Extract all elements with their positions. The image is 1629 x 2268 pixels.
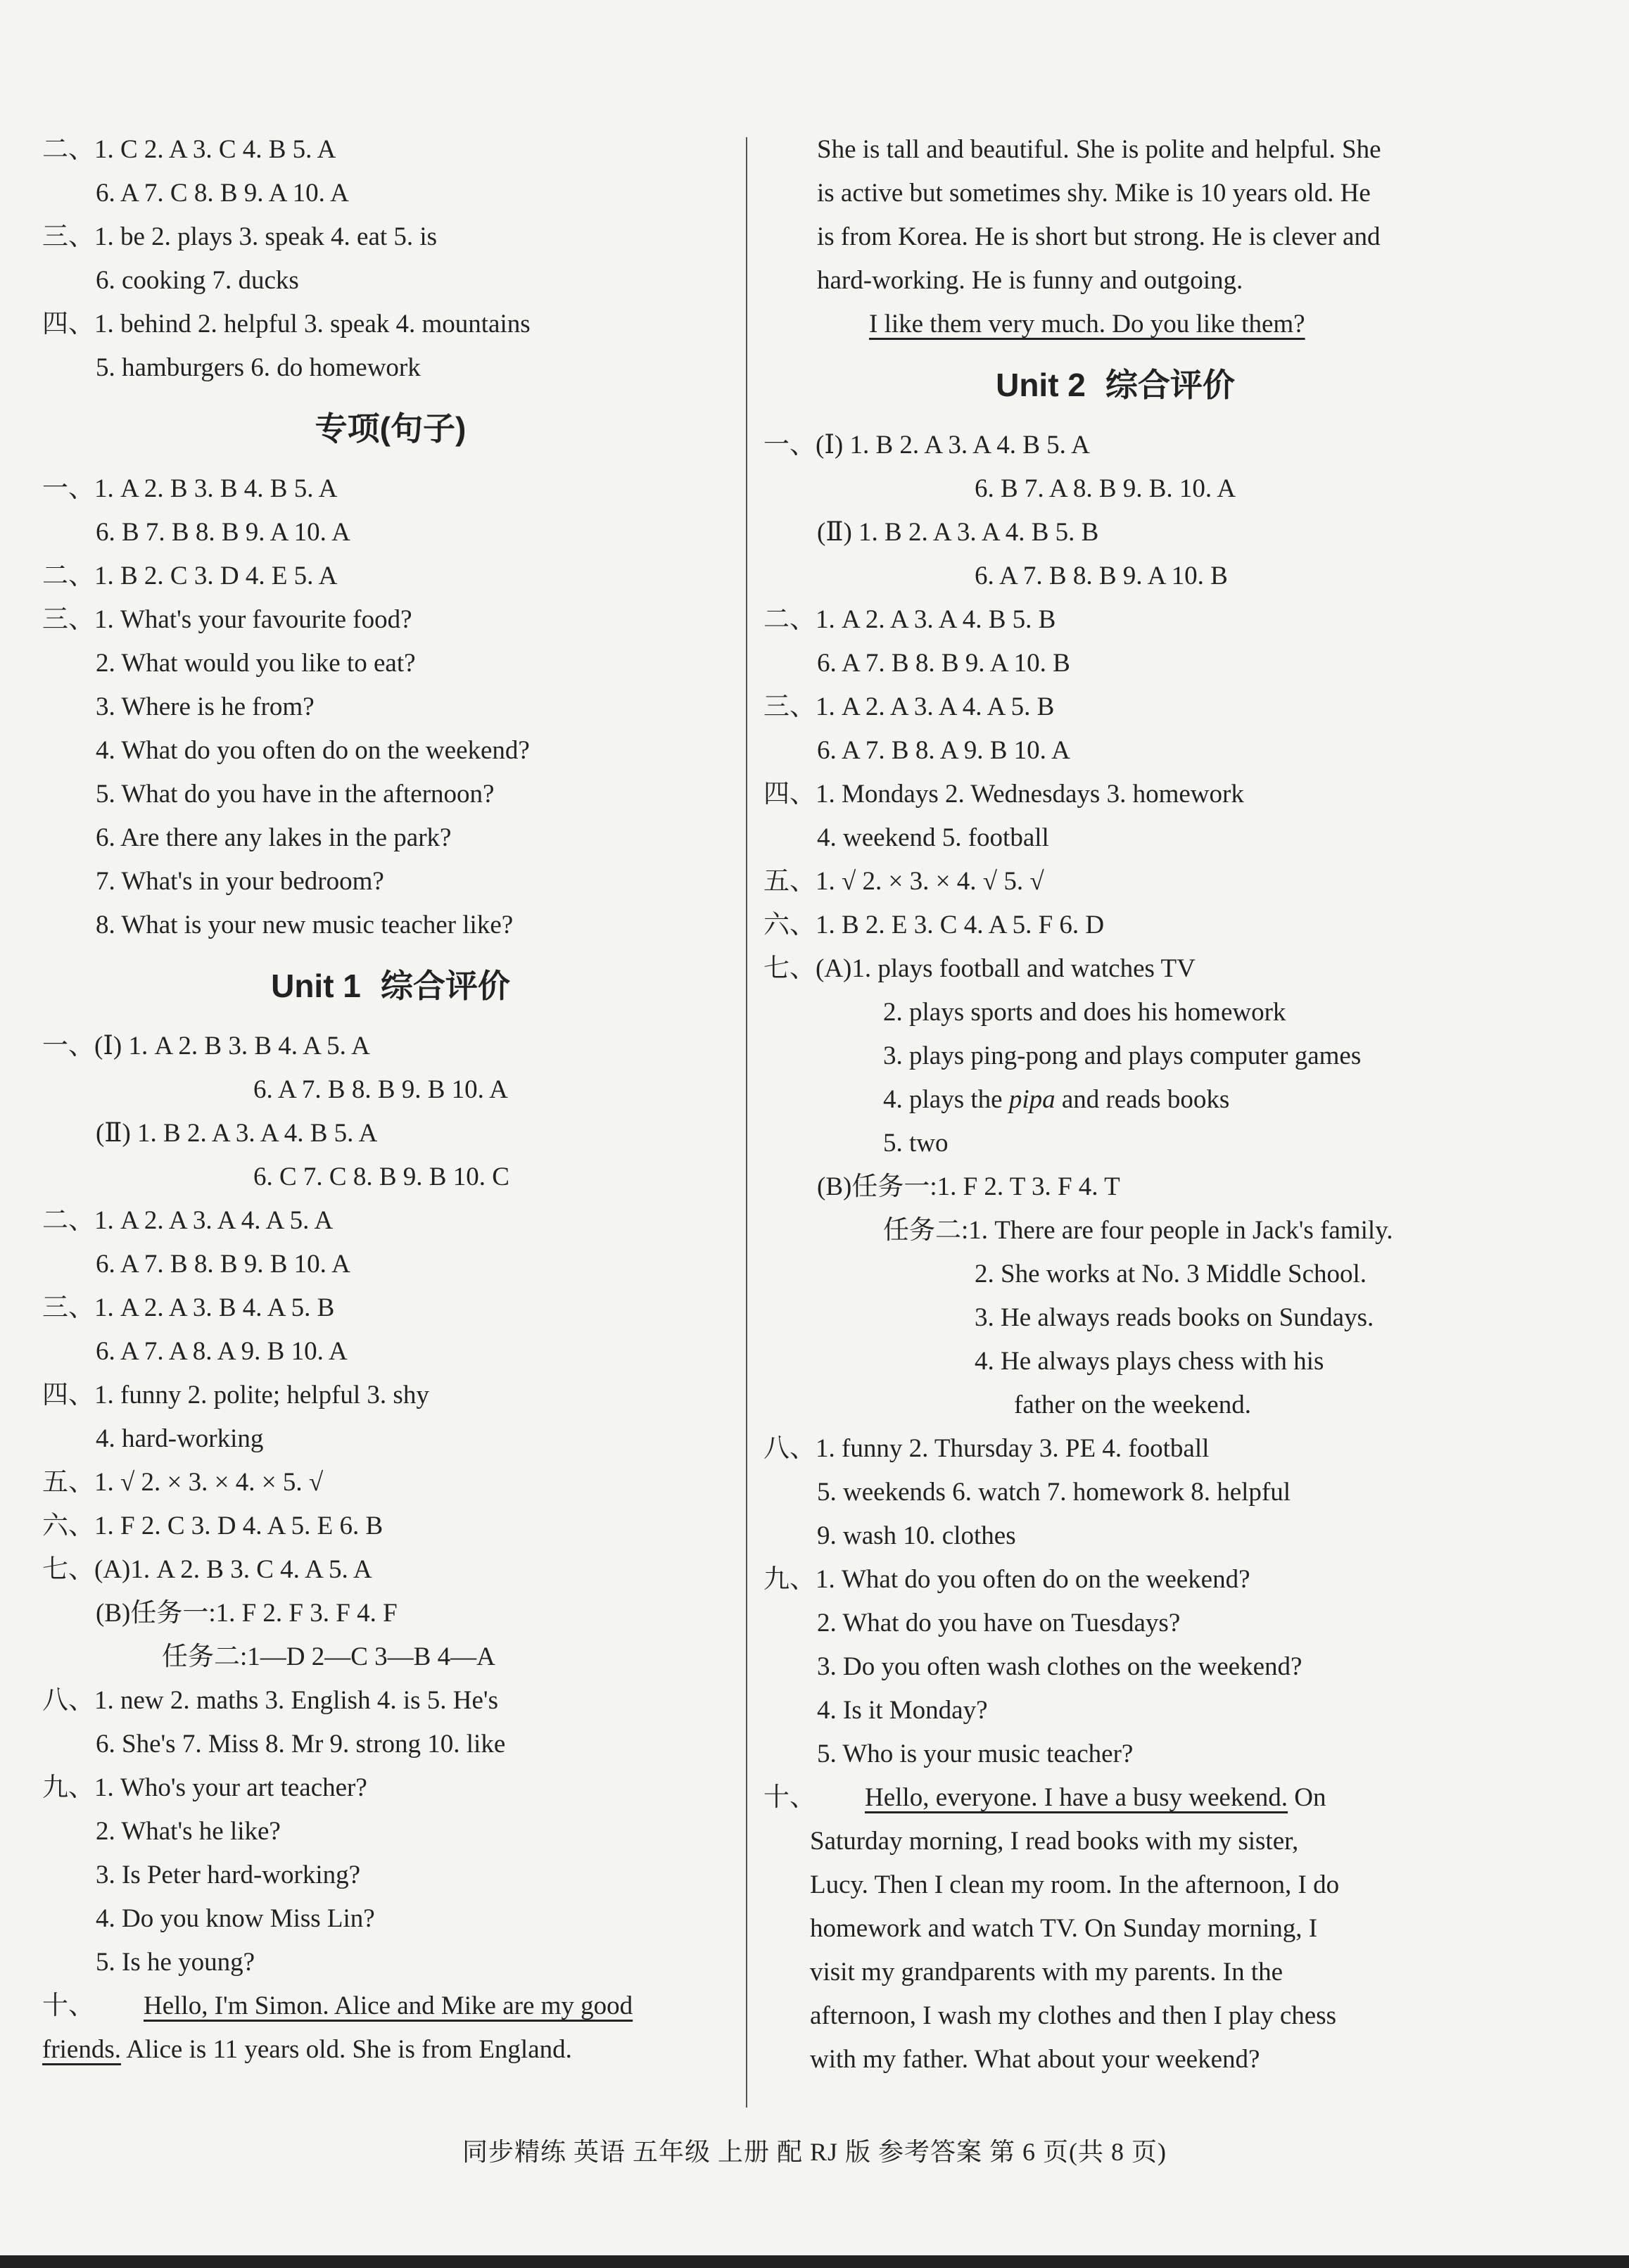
section-heading xyxy=(42,947,739,1025)
answer-line: 四、1. funny 2. polite; helpful 3. shy xyxy=(42,1381,429,1409)
underlined-sentence: Hello, I'm Simon. Alice and Mike are my good xyxy=(144,1991,633,2020)
left-column xyxy=(42,128,739,2072)
section-heading xyxy=(763,346,1467,424)
page-footer: 同步精练 英语 五年级 上册 配 RJ 版 参考答案 第 6 页(共 8 页) xyxy=(462,2138,1167,2166)
answer-line: 七、(A)1. plays football and watches TV xyxy=(763,954,1196,983)
answer-line: 3. Where is he from? xyxy=(96,692,315,721)
column-divider xyxy=(746,137,747,2108)
special-title: 专项(句子) xyxy=(315,410,467,447)
answer-line: 5. two xyxy=(883,1129,949,1158)
answer-line: 二、1. A 2. A 3. A 4. A 5. A xyxy=(42,1206,334,1235)
writing-text: On xyxy=(1288,1783,1326,1812)
answer-line: father on the weekend. xyxy=(1014,1390,1251,1419)
answer-line: 三、1. be 2. plays 3. speak 4. eat 5. is xyxy=(42,222,438,251)
writing-line xyxy=(42,2028,739,2072)
answer-line: 四、1. behind 2. helpful 3. speak 4. mountains xyxy=(42,310,531,338)
section-label: 十、 xyxy=(763,1783,816,1812)
writing-line: visit my grandparents with my parents. In the xyxy=(810,1958,1283,1987)
answer-line: 4. weekend 5. football xyxy=(817,823,1049,852)
answer-line: 二、1. C 2. A 3. C 4. B 5. A xyxy=(42,135,336,164)
answer-line: 4. Is it Monday? xyxy=(817,1696,988,1725)
answer-line: 二、1. B 2. C 3. D 4. E 5. A xyxy=(42,562,338,590)
answer-line: 三、1. What's your favourite food? xyxy=(42,605,412,634)
writing-line: Saturday morning, I read books with my sister, xyxy=(810,1827,1299,1856)
answer-line: 八、1. new 2. maths 3. English 4. is 5. He's xyxy=(42,1686,498,1715)
answer-line: 八、1. funny 2. Thursday 3. PE 4. football xyxy=(763,1434,1210,1463)
answer-line: 2. What's he like? xyxy=(96,1817,281,1846)
answer-line: 6. A 7. C 8. B 9. A 10. A xyxy=(96,179,349,208)
unit-title: Unit 2 xyxy=(996,367,1086,403)
underlined-sentence: I like them very much. Do you like them? xyxy=(869,310,1305,338)
answer-line: 6. B 7. A 8. B 9. B. 10. A xyxy=(975,474,1236,503)
answer-line: 2. What do you have on Tuesdays? xyxy=(817,1609,1181,1637)
unit-title: Unit 1 xyxy=(271,968,361,1004)
writing-line: with my father. What about your weekend? xyxy=(810,2045,1260,2074)
answer-line: 6. Are there any lakes in the park? xyxy=(96,823,452,852)
right-column xyxy=(763,128,1467,2082)
answer-line xyxy=(763,1078,1467,1122)
answer-line: 2. What would you like to eat? xyxy=(96,649,416,678)
answer-line: 3. Is Peter hard-working? xyxy=(96,1861,361,1889)
answer-line: 6. A 7. B 8. A 9. B 10. A xyxy=(817,736,1070,765)
writing-line xyxy=(763,1776,1467,1820)
unit-subtitle: 综合评价 xyxy=(380,968,510,1004)
answer-line: 6. A 7. B 8. B 9. B 10. A xyxy=(96,1250,350,1279)
answer-line: 5. weekends 6. watch 7. homework 8. helpful xyxy=(817,1478,1291,1507)
answer-line: 三、1. A 2. A 3. A 4. A 5. B xyxy=(763,692,1055,721)
answer-line: 6. cooking 7. ducks xyxy=(96,266,299,295)
answer-line: 5. Is he young? xyxy=(96,1948,255,1977)
answer-text: 4. plays the xyxy=(883,1085,1003,1114)
answer-text: and reads books xyxy=(1061,1085,1230,1114)
writing-line xyxy=(763,303,1467,346)
writing-line: Lucy. Then I clean my room. In the afternoon, I do xyxy=(810,1870,1340,1899)
answer-line: 一、(Ⅰ) 1. B 2. A 3. A 4. B 5. A xyxy=(763,431,1090,460)
answer-line: 5. Who is your music teacher? xyxy=(817,1740,1134,1768)
answer-line: 任务二:1—D 2—C 3—B 4—A xyxy=(162,1642,495,1671)
answer-line: 5. What do you have in the afternoon? xyxy=(96,780,495,809)
answer-line: 8. What is your new music teacher like? xyxy=(96,911,514,939)
answer-line: 七、(A)1. A 2. B 3. C 4. A 5. A xyxy=(42,1555,372,1584)
answer-line: 6. She's 7. Miss 8. Mr 9. strong 10. like xyxy=(96,1730,506,1759)
section-label: 十、 xyxy=(42,1991,94,2020)
answer-line: (Ⅱ) 1. B 2. A 3. A 4. B 5. A xyxy=(96,1119,378,1148)
writing-text: Alice is 11 years old. She is from England. xyxy=(121,2035,572,2064)
answer-line: 六、1. B 2. E 3. C 4. A 5. F 6. D xyxy=(763,911,1105,939)
answer-line: 任务二:1. There are four people in Jack's family. xyxy=(883,1216,1393,1245)
answer-line: 4. What do you often do on the weekend? xyxy=(96,736,530,765)
answer-line: 五、1. √ 2. × 3. × 4. √ 5. √ xyxy=(763,867,1044,896)
answer-line: (Ⅱ) 1. B 2. A 3. A 4. B 5. B xyxy=(817,518,1099,547)
writing-line: hard-working. He is funny and outgoing. xyxy=(817,266,1243,295)
answer-line: (B)任务一:1. F 2. T 3. F 4. T xyxy=(817,1172,1120,1201)
writing-line: afternoon, I wash my clothes and then I play chess xyxy=(810,2001,1337,2030)
answer-line: 7. What's in your bedroom? xyxy=(96,867,384,896)
writing-line xyxy=(42,1984,739,2028)
answer-line: 6. A 7. B 8. B 9. B 10. A xyxy=(253,1075,508,1104)
answer-line: 2. She works at No. 3 Middle School. xyxy=(975,1260,1367,1288)
answer-line: 9. wash 10. clothes xyxy=(817,1521,1016,1550)
scan-edge xyxy=(0,2255,1629,2268)
underlined-sentence: Hello, everyone. I have a busy weekend. xyxy=(865,1783,1288,1812)
answer-line: 2. plays sports and does his homework xyxy=(883,998,1286,1027)
answer-line: 4. He always plays chess with his xyxy=(975,1347,1324,1376)
section-heading xyxy=(42,390,739,467)
answer-line: 6. A 7. A 8. A 9. B 10. A xyxy=(96,1337,348,1366)
writing-line: She is tall and beautiful. She is polite and helpful. She xyxy=(817,135,1381,164)
answer-line: 五、1. √ 2. × 3. × 4. × 5. √ xyxy=(42,1468,324,1497)
answer-line: 3. He always reads books on Sundays. xyxy=(975,1303,1374,1332)
answer-line: 3. plays ping-pong and plays computer games xyxy=(883,1041,1362,1070)
answer-line: 3. Do you often wash clothes on the weekend? xyxy=(817,1652,1302,1681)
answer-line: 三、1. A 2. A 3. B 4. A 5. B xyxy=(42,1293,335,1322)
answer-line: 一、1. A 2. B 3. B 4. B 5. A xyxy=(42,474,338,503)
unit-subtitle: 综合评价 xyxy=(1105,367,1235,403)
writing-line: is from Korea. He is short but strong. He is clever and xyxy=(817,222,1381,251)
italic-word: pipa xyxy=(1008,1085,1056,1114)
writing-line: is active but sometimes shy. Mike is 10 years old. He xyxy=(817,179,1371,208)
writing-line: homework and watch TV. On Sunday morning, I xyxy=(810,1914,1318,1943)
answer-line: 九、1. Who's your art teacher? xyxy=(42,1773,367,1802)
answer-line: 二、1. A 2. A 3. A 4. B 5. B xyxy=(763,605,1056,634)
underlined-sentence: friends. xyxy=(42,2035,121,2064)
answer-line: 一、(Ⅰ) 1. A 2. B 3. B 4. A 5. A xyxy=(42,1032,370,1060)
answer-line: 5. hamburgers 6. do homework xyxy=(96,353,421,382)
answer-line: 6. A 7. B 8. B 9. A 10. B xyxy=(975,562,1228,590)
answer-line: 四、1. Mondays 2. Wednesdays 3. homework xyxy=(763,780,1244,809)
answer-line: 4. Do you know Miss Lin? xyxy=(96,1904,375,1933)
answer-line: 6. B 7. B 8. B 9. A 10. A xyxy=(96,518,350,547)
answer-line: 九、1. What do you often do on the weekend? xyxy=(763,1565,1250,1594)
answer-line: (B)任务一:1. F 2. F 3. F 4. F xyxy=(96,1599,398,1628)
answer-line: 6. C 7. C 8. B 9. B 10. C xyxy=(253,1162,509,1191)
answer-line: 六、1. F 2. C 3. D 4. A 5. E 6. B xyxy=(42,1512,384,1540)
answer-line: 6. A 7. B 8. B 9. A 10. B xyxy=(817,649,1070,678)
answer-line: 4. hard-working xyxy=(96,1424,264,1453)
